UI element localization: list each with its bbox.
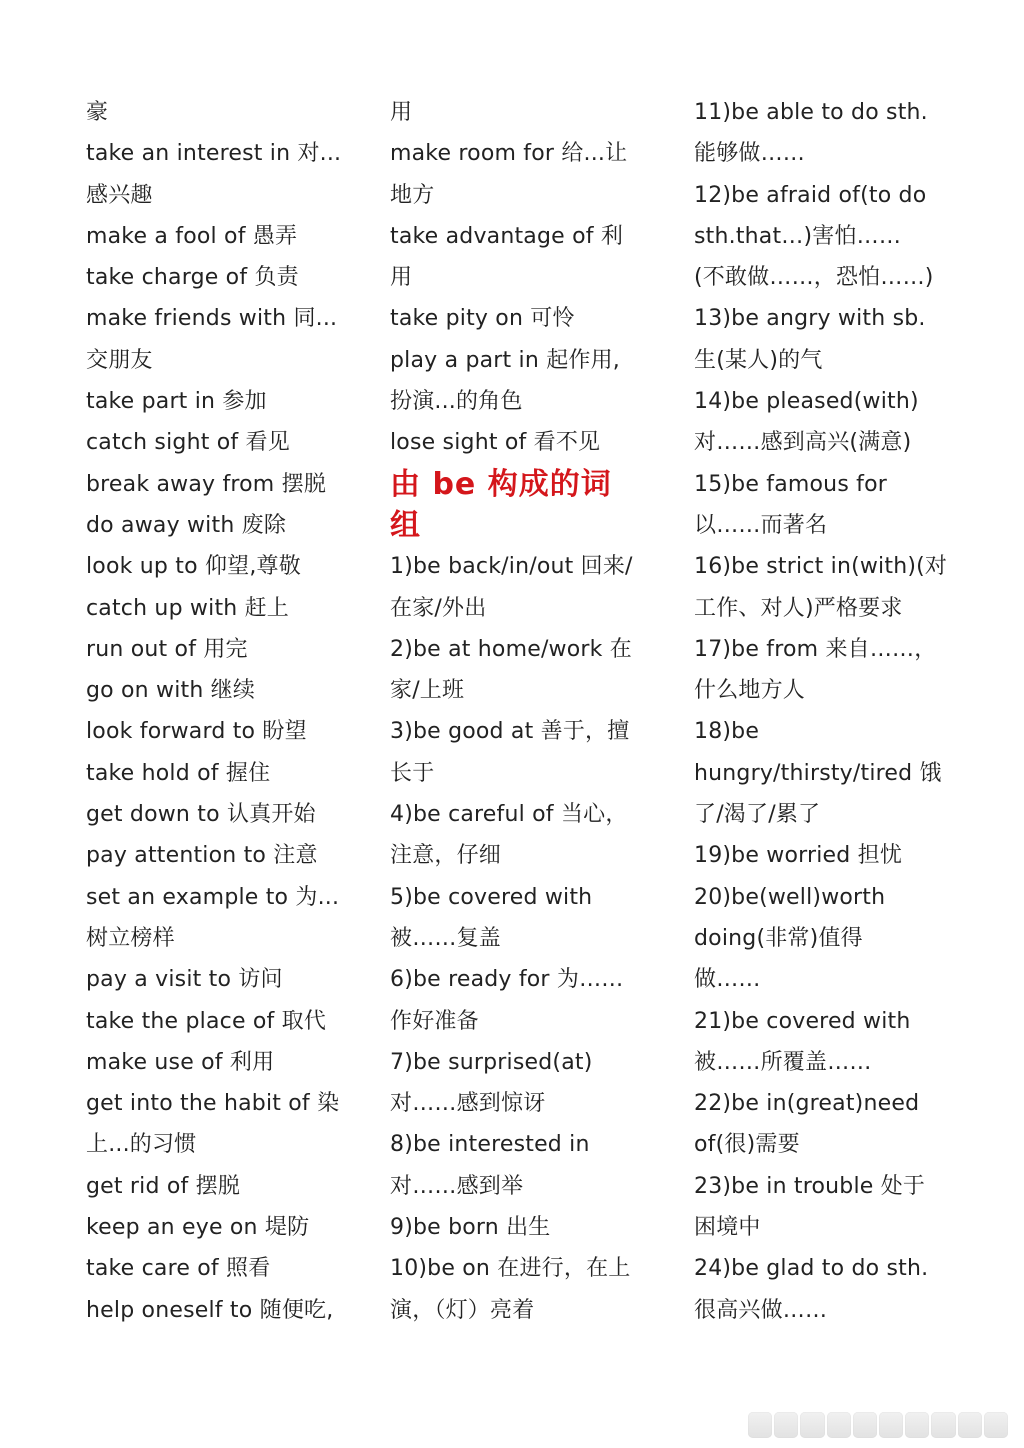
phrase-line: 19)be worried 担忧 bbox=[694, 843, 903, 869]
phrase-line: 生(某人)的气 bbox=[694, 347, 823, 373]
phrase-line: 7)be surprised(at) bbox=[390, 1049, 593, 1075]
phrase-line: 18)be bbox=[694, 719, 760, 745]
phrase-line: take charge of 负责 bbox=[86, 265, 299, 291]
phrase-line: 16)be strict in(with)(对 bbox=[694, 554, 948, 580]
phrase-line: make room for 给...让 bbox=[390, 141, 628, 167]
phrase-line: take part in 参加 bbox=[86, 389, 267, 415]
section-heading: 由 be 构成的词 bbox=[390, 466, 612, 502]
phrase-line: 工作、对人)严格要求 bbox=[694, 595, 903, 621]
phrase-line: lose sight of 看不见 bbox=[390, 430, 601, 456]
phrase-line: 11)be able to do sth. bbox=[694, 100, 928, 125]
phrase-line: 用 bbox=[390, 265, 413, 291]
phrase-line: 21)be covered with bbox=[694, 1008, 911, 1034]
phrase-line: 能够做…… bbox=[694, 141, 806, 167]
phrase-line: catch up with 赶上 bbox=[86, 595, 290, 621]
phrase-line: pay attention to 注意 bbox=[86, 843, 318, 869]
watermark-decoration bbox=[748, 1412, 1008, 1438]
phrase-line: 17)be from 来自……， bbox=[694, 636, 937, 662]
phrase-line: 以……而著名 bbox=[694, 512, 828, 538]
phrase-line: 24)be glad to do sth. bbox=[694, 1256, 929, 1282]
phrase-line: 5)be covered with bbox=[390, 884, 593, 910]
phrase-line: make friends with 同... bbox=[86, 306, 338, 332]
phrase-line: 交朋友 bbox=[86, 347, 153, 373]
phrase-line: take hold of 握住 bbox=[86, 760, 271, 786]
phrase-line: 作好准备 bbox=[390, 1008, 479, 1034]
phrase-line: take pity on 可怜 bbox=[390, 306, 575, 332]
phrase-line: 被……所覆盖…… bbox=[694, 1049, 872, 1075]
phrase-line: take the place of 取代 bbox=[86, 1008, 327, 1034]
phrase-line: look forward to 盼望 bbox=[86, 719, 307, 745]
phrase-line: 4)be careful of 当心， bbox=[390, 802, 628, 828]
phrase-line: 对……感到高兴(满意) bbox=[694, 430, 912, 456]
phrase-line: 在家/外出 bbox=[390, 595, 487, 621]
phrase-line: 14)be pleased(with) bbox=[694, 389, 919, 415]
phrase-line: 了/渴了/累了 bbox=[694, 802, 821, 828]
phrase-line: 长于 bbox=[390, 760, 435, 786]
phrase-line: run out of 用完 bbox=[86, 636, 248, 662]
phrase-line: 6)be ready for 为…… bbox=[390, 967, 624, 993]
phrase-line: sth.that…)害怕…… bbox=[694, 223, 902, 249]
phrase-line: hungry/thirsty/tired 饿 bbox=[694, 760, 942, 786]
phrase-line: 困境中 bbox=[694, 1215, 761, 1241]
phrase-line: keep an eye on 堤防 bbox=[86, 1215, 310, 1241]
phrase-line: break away from 摆脱 bbox=[86, 471, 327, 497]
column-2 bbox=[390, 92, 680, 1331]
phrase-line: go on with 继续 bbox=[86, 678, 256, 704]
phrase-line: 上...的习惯 bbox=[86, 1132, 197, 1158]
phrase-line: 地方 bbox=[390, 182, 435, 208]
phrase-line: 树立榜样 bbox=[86, 925, 175, 951]
phrase-line: of(很)需要 bbox=[694, 1132, 800, 1158]
phrase-line: play a part in 起作用, bbox=[390, 347, 620, 373]
phrase-line: 9)be born 出生 bbox=[390, 1215, 551, 1241]
phrase-line: 做…… bbox=[694, 967, 761, 993]
phrase-line: take care of 照看 bbox=[86, 1256, 271, 1282]
phrase-line: do away with 废除 bbox=[86, 512, 287, 538]
phrase-line: 10)be on 在进行，在上 bbox=[390, 1256, 631, 1282]
phrase-line: get down to 认真开始 bbox=[86, 802, 316, 828]
phrase-line: 3)be good at 善于，擅 bbox=[390, 719, 630, 745]
phrase-line: 22)be in(great)need bbox=[694, 1091, 920, 1117]
phrase-line: pay a visit to 访问 bbox=[86, 967, 283, 993]
phrase-line: 用 bbox=[390, 100, 413, 125]
column-3 bbox=[694, 92, 1004, 1331]
phrase-line: 对……感到举 bbox=[390, 1173, 524, 1199]
phrase-line: take an interest in 对... bbox=[86, 141, 342, 167]
phrase-line: (不敢做……，恐怕……) bbox=[694, 265, 934, 291]
phrase-line: make use of 利用 bbox=[86, 1049, 275, 1075]
phrase-line: 很高兴做…… bbox=[694, 1297, 828, 1323]
phrase-line: get rid of 摆脱 bbox=[86, 1173, 241, 1199]
phrase-line: set an example to 为... bbox=[86, 884, 340, 910]
phrase-line: look up to 仰望,尊敬 bbox=[86, 554, 301, 580]
phrase-line: take advantage of 利 bbox=[390, 223, 624, 249]
phrase-line: 15)be famous for bbox=[694, 471, 888, 497]
phrase-line: 8)be interested in bbox=[390, 1132, 590, 1158]
phrase-line: 对……感到惊讶 bbox=[390, 1091, 546, 1117]
phrase-line: 感兴趣 bbox=[86, 182, 153, 208]
phrase-line: 被……复盖 bbox=[390, 925, 502, 951]
phrase-line: 12)be afraid of(to do bbox=[694, 182, 927, 208]
phrase-line: 20)be(well)worth bbox=[694, 884, 886, 910]
phrase-line: 注意，仔细 bbox=[390, 843, 502, 869]
phrase-line: 豪 bbox=[86, 100, 109, 125]
phrase-line: 1)be back/in/out 回来/ bbox=[390, 554, 633, 580]
phrase-line: 什么地方人 bbox=[694, 678, 806, 704]
phrase-line: 23)be in trouble 处于 bbox=[694, 1173, 926, 1199]
phrase-line: catch sight of 看见 bbox=[86, 430, 290, 456]
phrase-line: 演，（灯）亮着 bbox=[390, 1297, 535, 1323]
phrase-line: help oneself to 随便吃, bbox=[86, 1297, 334, 1323]
phrase-line: doing(非常)值得 bbox=[694, 925, 863, 951]
section-heading-continued: 组 bbox=[390, 507, 421, 543]
phrase-line: make a fool of 愚弄 bbox=[86, 223, 298, 249]
phrase-line: 扮演...的角色 bbox=[390, 389, 523, 415]
phrase-line: 家/上班 bbox=[390, 678, 465, 704]
phrase-line: 13)be angry with sb. bbox=[694, 306, 926, 332]
column-1 bbox=[86, 92, 376, 1331]
phrase-line: get into the habit of 染 bbox=[86, 1091, 340, 1117]
phrase-line: 2)be at home/work 在 bbox=[390, 636, 632, 662]
